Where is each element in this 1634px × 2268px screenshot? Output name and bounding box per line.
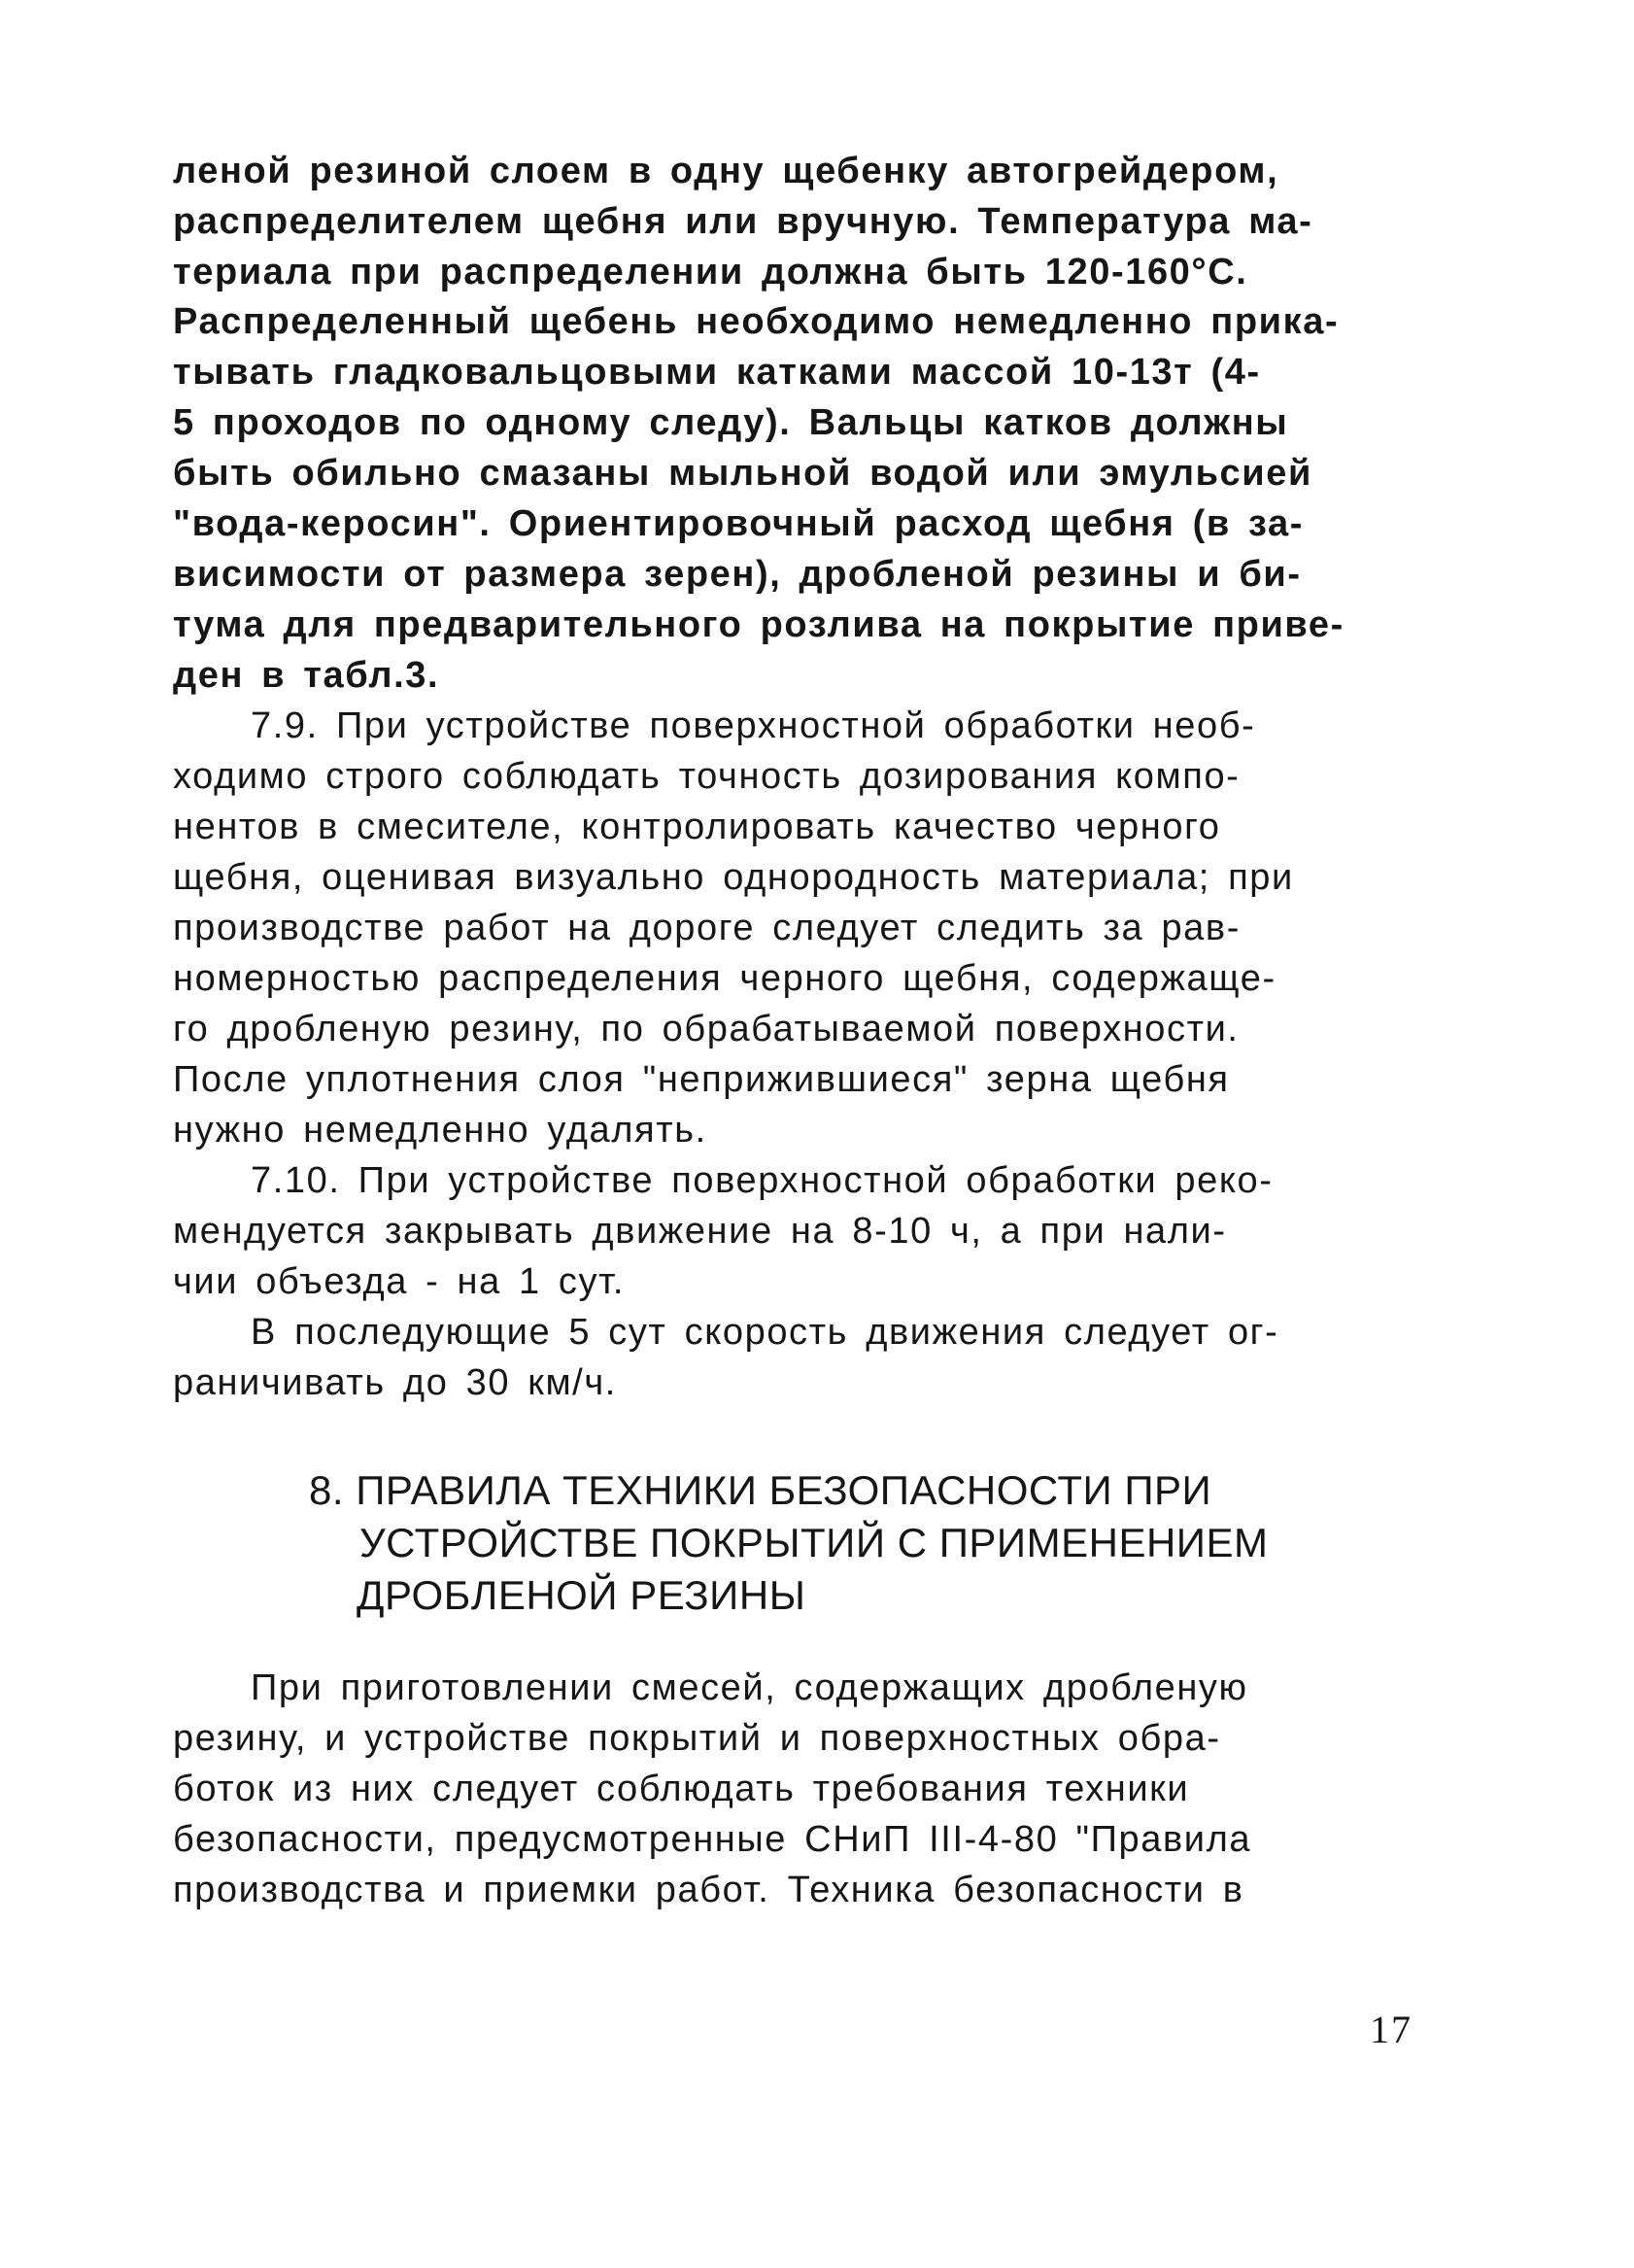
text-line: леной резиной слоем в одну щебенку автогрейдером,	[173, 151, 1279, 191]
text-line: щебня, оценивая визуально однородность материала; при	[173, 857, 1294, 898]
page-number: 17	[1370, 2008, 1413, 2051]
text-line: "вода-керосин". Ориентировочный расход щебня (в за-	[173, 503, 1305, 544]
text-line: быть обильно смазаны мыльной водой или эмульсией	[173, 453, 1312, 494]
text-line: 5 проходов по одному следу). Вальцы катков должны	[173, 402, 1289, 443]
text-line: 7.9. При устройстве поверхностной обработки необ-	[251, 705, 1256, 746]
text-line: тума для предварительного розлива на покрытие приве-	[173, 604, 1345, 645]
text-line: го дробленую резину, по обрабатываемой поверхности.	[173, 1009, 1240, 1049]
text-line: висимости от размера зерен), дробленой резины и би-	[173, 554, 1302, 595]
text-line: производства и приемки работ. Техника безопасности в	[173, 1870, 1244, 1910]
heading-line: ДРОБЛЕНОЙ РЕЗИНЫ	[357, 1572, 806, 1618]
text-line: производстве работ на дороге следует следить за рав-	[173, 908, 1241, 948]
text-line: мендуется закрывать движение на 8-10 ч, а при нали-	[173, 1211, 1227, 1252]
text-line: номерностью распределения черного щебня, содержаще-	[173, 958, 1277, 999]
text-line: нужно немедленно удалять.	[173, 1110, 707, 1151]
text-line: раничивать до 30 км/ч.	[173, 1362, 617, 1403]
heading-line: УСТРОЙСТВЕ ПОКРЫТИЙ С ПРИМЕНЕНИЕМ	[359, 1520, 1269, 1565]
text-line: боток из них следует соблюдать требования техники	[173, 1769, 1190, 1809]
text-line: резину, и устройстве покрытий и поверхностных обра-	[173, 1718, 1221, 1759]
text-line: нентов в смесителе, контролировать качество черного	[173, 807, 1221, 847]
text-line: чии объезда - на 1 сут.	[173, 1261, 626, 1302]
text-line: распределителем щебня или вручную. Температура ма-	[173, 201, 1313, 242]
text-line: ден в табл.3.	[173, 655, 440, 696]
text-line: безопасности, предусмотренные СНиП III-4-80 "Правила	[173, 1819, 1252, 1860]
text-line: При приготовлении смесей, содержащих дробленую	[251, 1667, 1248, 1708]
text-line: 7.10. При устройстве поверхностной обработки реко-	[251, 1160, 1274, 1201]
text-line: тывать гладковальцовыми катками массой 10-13т (4-	[173, 352, 1261, 393]
text-line: Распределенный щебень необходимо немедленно прика-	[173, 301, 1340, 342]
text-line: ходимо строго соблюдать точность дозирования компо-	[173, 756, 1241, 797]
text-line: В последующие 5 сут скорость движения следует ог-	[251, 1312, 1279, 1353]
heading-line: 8. ПРАВИЛА ТЕХНИКИ БЕЗОПАСНОСТИ ПРИ	[309, 1467, 1212, 1513]
text-line: После уплотнения слоя "неприжившиеся" зерна щебня	[173, 1059, 1230, 1100]
text-line: териала при распределении должна быть 120-160°С.	[173, 252, 1248, 292]
